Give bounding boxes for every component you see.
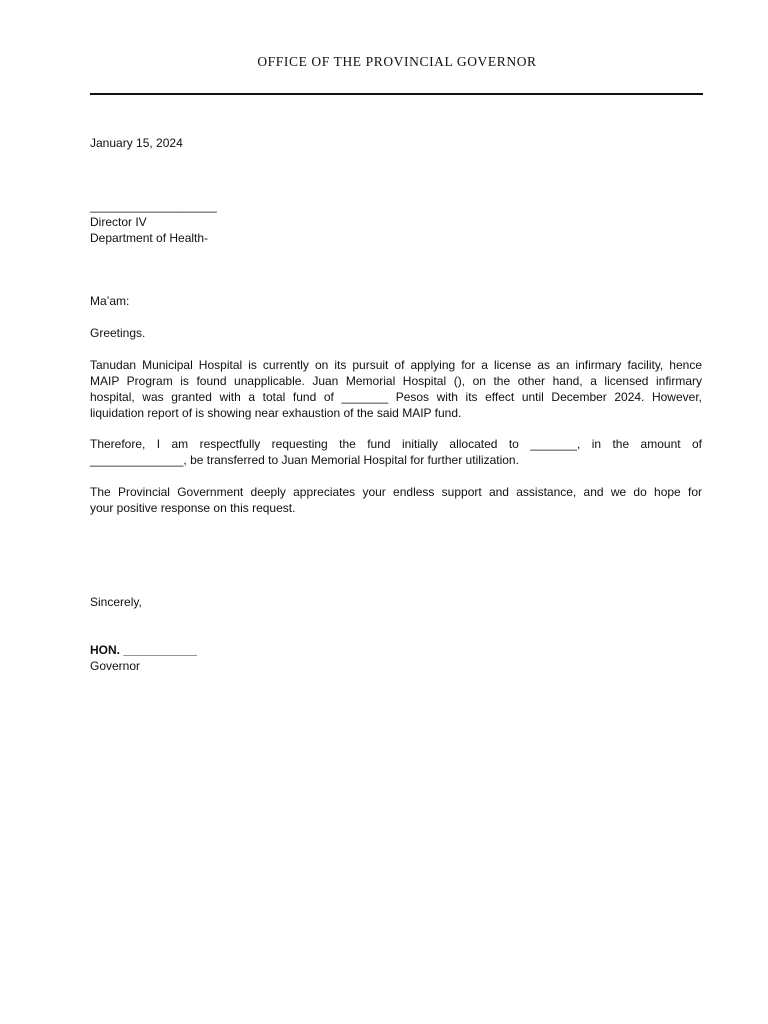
greeting: Greetings.: [90, 326, 146, 340]
paragraph-line: ______________, be transferred to Juan Memorial Hospital for further utilization.: [90, 453, 519, 467]
paragraph-line: The Provincial Government deeply appreciates your endless support and assistance, and we do hope for: [90, 485, 702, 499]
office-title: OFFICE OF THE PROVINCIAL GOVERNOR: [257, 54, 537, 69]
recipient-name-blank: ___________________: [90, 199, 217, 213]
paragraph-line: hospital, was granted with a total fund of _______ Pesos with its effect until December 2024. However,: [90, 390, 702, 404]
paragraph-line: MAIP Program is found unapplicable. Juan Memorial Hospital (), on the other hand, a licensed infirmary: [90, 374, 702, 388]
paragraph-appreciation: [90, 484, 702, 516]
signatory-title: Governor: [90, 659, 141, 673]
paragraph-line: Tanudan Municipal Hospital is currently on its pursuit of applying for a license as an infirmary facility, hence: [90, 358, 702, 372]
recipient-title: Director IV: [90, 215, 147, 229]
paragraph-fund-request: [90, 436, 702, 468]
paragraph-line: liquidation report of is showing near exhaustion of the said MAIP fund.: [90, 406, 462, 420]
salutation: Ma’am:: [90, 294, 130, 308]
letter-date: January 15, 2024: [90, 136, 183, 150]
closing: Sincerely,: [90, 595, 142, 609]
signatory-name: HON. ___________: [90, 643, 197, 657]
paragraph-line: your positive response on this request.: [90, 501, 296, 515]
paragraph-license-status: [90, 357, 702, 421]
header-divider: [90, 93, 703, 95]
paragraph-line: Therefore, I am respectfully requesting the fund initially allocated to _______, in the amount of: [90, 437, 702, 451]
recipient-department: Department of Health-: [90, 231, 209, 245]
